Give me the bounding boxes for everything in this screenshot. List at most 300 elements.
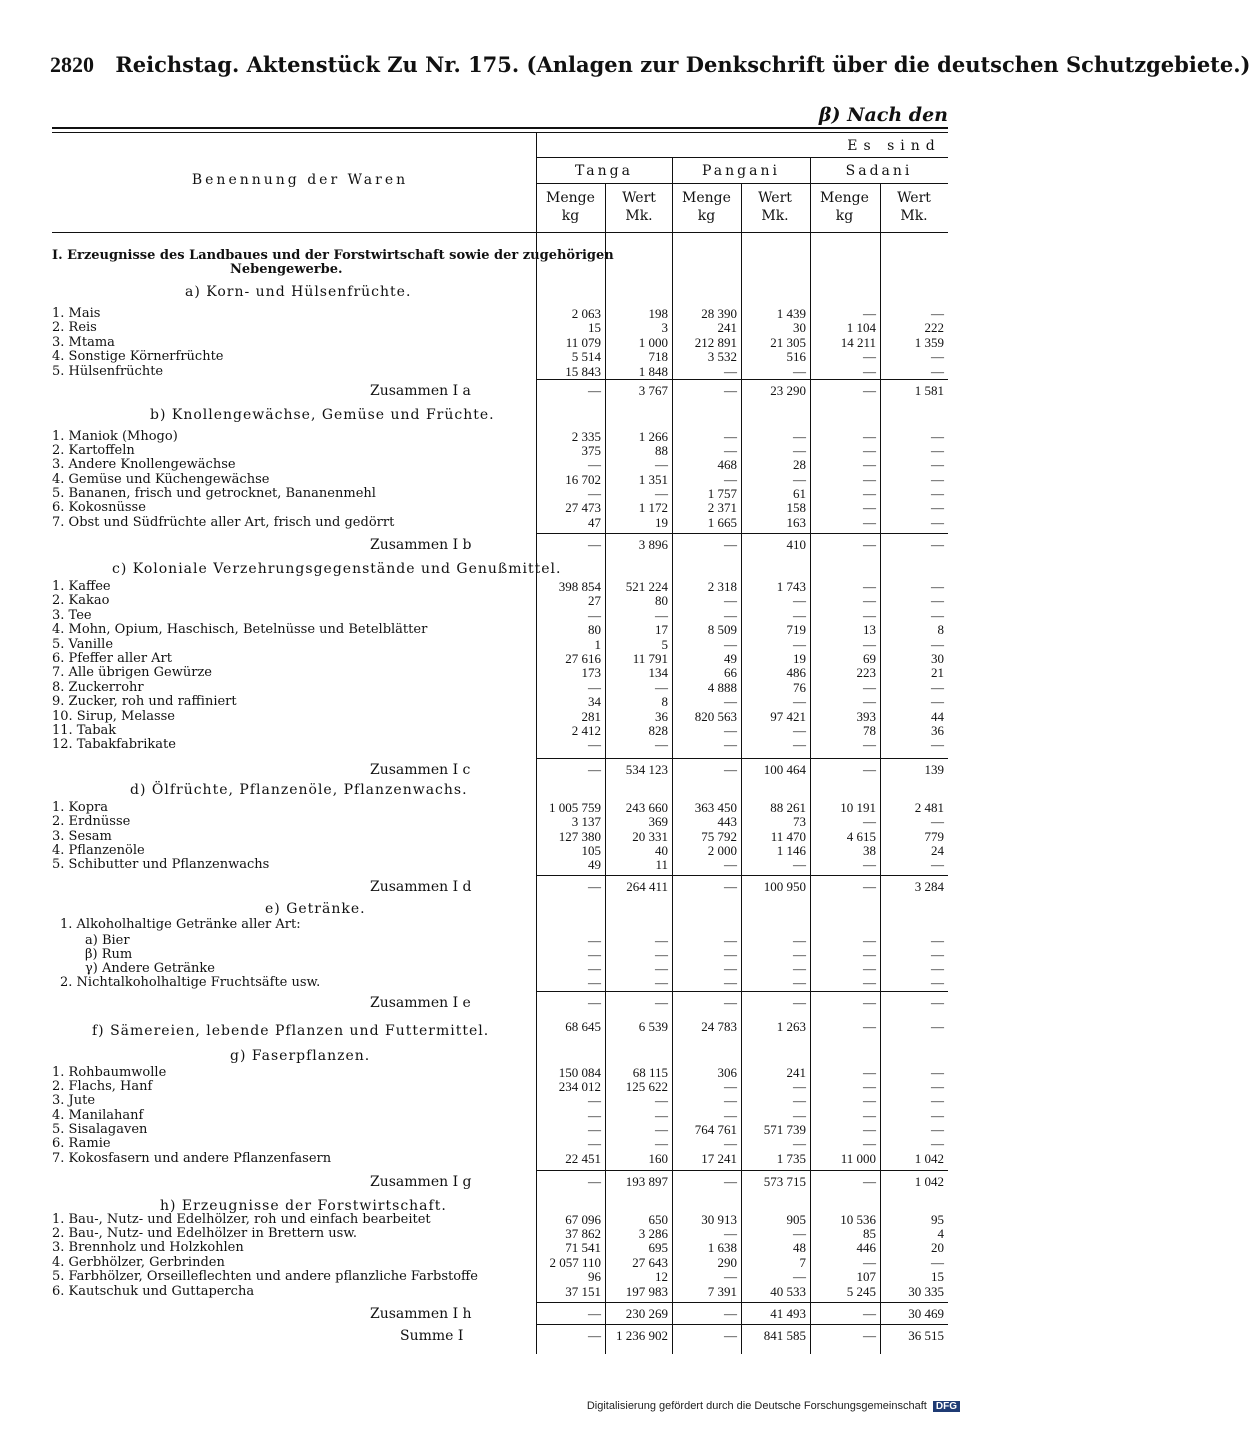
cell-value: — [931,1255,944,1270]
cell-value: 8 [937,622,944,637]
cell-value: — [931,857,944,872]
cell-value: — [724,1093,737,1108]
total-rule [536,1302,948,1303]
cell-value: 1 005 759 [549,800,601,815]
cell-value: 363 450 [694,800,737,815]
cell-value: — [793,1136,806,1151]
cell-value: — [724,429,737,444]
cell-value: 48 [793,1240,806,1255]
cell-value: 1 [594,637,601,652]
cell-value: 1 743 [776,579,806,594]
cell-value: 3 284 [914,879,944,894]
cell-value: 1 236 902 [616,1328,668,1343]
cell-value: — [724,383,737,398]
cell-value: — [724,694,737,709]
row-label: 4. Manilahanf [52,1108,144,1123]
cell-value: 198 [648,306,668,321]
cell-value: 398 854 [558,579,601,594]
subheader-menge: Menge [682,190,731,206]
cell-value: — [863,443,876,458]
cell-value: 2 000 [707,843,737,858]
cell-value: 67 096 [565,1212,601,1227]
cell-value: — [588,737,601,752]
cell-value: — [588,933,601,948]
cell-value: — [931,537,944,552]
cell-value: 3 767 [638,383,668,398]
cell-value: 163 [786,515,806,530]
row-label: 3. Mtama [52,335,115,350]
cell-value: 1 848 [638,364,668,379]
grid-line [880,183,881,1354]
cell-value: — [793,637,806,652]
page-header [50,52,1251,78]
cell-value: — [863,879,876,894]
cell-value: — [793,723,806,738]
row-label: 2. Kartoffeln [52,443,135,458]
cell-value: 369 [648,814,668,829]
cell-value: 446 [856,1240,876,1255]
cell-value: — [724,737,737,752]
cell-value: — [588,457,601,472]
row-label: 6. Kautschuk und Guttapercha [52,1284,255,1299]
cell-value: — [931,608,944,623]
row-label: 4. Gerbhölzer, Gerbrinden [52,1255,225,1270]
cell-value: 27 616 [565,651,601,666]
row-label: 5. Bananen, frisch und getrocknet, Bananenmehl [52,486,376,501]
cell-value: — [931,814,944,829]
cell-value: — [863,1255,876,1270]
cell-value: — [793,961,806,976]
row-label: 1. Maniok (Mhogo) [52,429,178,444]
section-d: d) Ölfrüchte, Pflanzenöle, Pflanzenwachs. [130,782,468,798]
cell-value: 1 581 [914,383,944,398]
cell-value: — [931,680,944,695]
cell-value: — [863,680,876,695]
cell-value: 30 [793,320,806,335]
cell-value: 15 843 [565,364,601,379]
cell-value: 76 [793,680,806,695]
cell-value: — [588,486,601,501]
cell-value: — [655,995,668,1010]
row-label: 3. Brennholz und Holzkohlen [52,1240,244,1255]
grid-line [741,183,742,1354]
cell-value: — [724,1108,737,1123]
cell-value: 222 [924,320,944,335]
cell-value: 2 371 [707,500,737,515]
row-total-label: Zusammen I d [370,879,472,895]
cell-value: — [863,579,876,594]
cell-value: 516 [786,349,806,364]
cell-value: — [724,879,737,894]
cell-value: 3 532 [707,349,737,364]
cell-value: — [863,515,876,530]
cell-value: 36 [655,709,668,724]
cell-value: — [931,457,944,472]
cell-value: 5 245 [846,1284,876,1299]
section-c: c) Koloniale Verzehrungsgegenstände und Genußmittel. [112,561,562,577]
cell-value: — [655,680,668,695]
cell-value: — [931,995,944,1010]
cell-value: 85 [863,1226,876,1241]
cell-value: — [863,383,876,398]
footer [587,1400,960,1412]
cell-value: — [863,593,876,608]
cell-value: — [931,694,944,709]
cell-value: 134 [648,665,668,680]
place-sadani: Sadani [845,163,913,179]
row-total-label: Zusammen I a [370,383,471,399]
cell-value: 47 [588,515,601,530]
row-total-label: Zusammen I b [370,537,472,553]
cell-value: 719 [786,622,806,637]
cell-value: — [863,472,876,487]
cell-value: 1 000 [638,335,668,350]
cell-value: 44 [931,709,944,724]
cell-value: 197 983 [625,1284,668,1299]
cell-value: — [931,1122,944,1137]
cell-value: 127 380 [558,829,601,844]
cell-value: 20 331 [632,829,668,844]
cell-value: — [931,1079,944,1094]
cell-value: — [655,1108,668,1123]
cell-value: 20 [931,1240,944,1255]
top-rule-thin [52,132,948,133]
cell-value: — [931,1019,944,1034]
subheader-wert: Wert [758,190,792,206]
row-label: 7. Alle übrigen Gewürze [52,665,212,680]
cell-value: 764 761 [694,1122,737,1137]
row-label: 3. Sesam [52,829,112,844]
cell-value: 61 [793,486,806,501]
cell-value: — [724,857,737,872]
cell-value: — [588,608,601,623]
cell-value: — [588,1306,601,1321]
cell-value: 1 263 [776,1019,806,1034]
cell-value: 1 104 [846,320,876,335]
cell-value: — [863,364,876,379]
row-label: 3. Andere Knollengewächse [52,457,236,472]
total-rule [536,991,948,992]
cell-value: 905 [786,1212,806,1227]
cell-value: — [588,961,601,976]
cell-value: — [724,933,737,948]
row-label: 5. Farbhölzer, Orseilleflechten und andere pflanzliche Farbstoffe [52,1269,478,1284]
cell-value: 2 412 [571,723,601,738]
cell-value: 4 888 [707,680,737,695]
cell-value: — [724,1174,737,1189]
cell-value: — [724,762,737,777]
cell-value: 71 541 [565,1240,601,1255]
cell-value: 27 473 [565,500,601,515]
row-label: 7. Kokosfasern und andere Pflanzenfasern [52,1151,332,1166]
cell-value: 15 [931,1269,944,1284]
cell-value: 243 660 [625,800,668,815]
cell-value: — [863,1065,876,1080]
cell-value: 95 [931,1212,944,1227]
row-label: 1. Rohbaumwolle [52,1065,167,1080]
row-label: 9. Zucker, roh und raffiniert [52,694,237,709]
cell-value: 4 615 [846,829,876,844]
cell-value: 1 665 [707,515,737,530]
cell-value: 40 [655,843,668,858]
cell-value: — [588,975,601,990]
cell-value: 17 [655,622,668,637]
cell-value: 107 [856,1269,876,1284]
cell-value: 1 351 [638,472,668,487]
cell-value: — [863,608,876,623]
cell-value: 105 [581,843,601,858]
cell-value: — [863,349,876,364]
cell-value: — [655,947,668,962]
row-label: a) Bier [85,933,130,948]
cell-value: 10 191 [840,800,876,815]
row-label: 4. Sonstige Körnerfrüchte [52,349,224,364]
cell-value: — [931,1108,944,1123]
cell-value: 40 533 [770,1284,806,1299]
page-number: 2820 [50,52,94,77]
cell-value: — [724,537,737,552]
cell-value: — [793,694,806,709]
cell-value: — [863,1136,876,1151]
row-total-label: Zusammen I c [370,762,471,778]
cell-value: 80 [588,622,601,637]
cell-value: 24 [931,843,944,858]
cell-value: — [863,1174,876,1189]
cell-value: — [724,995,737,1010]
cell-value: 2 481 [914,800,944,815]
cell-value: 80 [655,593,668,608]
cell-value: — [793,995,806,1010]
cell-value: — [588,1122,601,1137]
cell-value: 69 [863,651,876,666]
cell-value: — [724,1226,737,1241]
cell-value: 37 151 [565,1284,601,1299]
cell-value: — [931,472,944,487]
row-label: 4. Mohn, Opium, Haschisch, Betelnüsse und Betelblätter [52,622,428,637]
cell-value: 306 [717,1065,737,1080]
cell-value: — [655,1122,668,1137]
cell-value: 3 286 [638,1226,668,1241]
cell-value: — [931,443,944,458]
row-label: 2. Flachs, Hanf [52,1079,153,1094]
cell-value: 234 012 [558,1079,601,1094]
dfg-logo: DFG [933,1401,960,1412]
grid-line [672,157,673,1354]
section-b: b) Knollengewächse, Gemüse und Früchte. [150,407,495,423]
cell-value: 264 411 [626,879,668,894]
row-label: 5. Sisalagaven [52,1122,148,1137]
cell-value: — [724,1306,737,1321]
subheader-mk: Mk. [900,208,928,224]
cell-value: 49 [724,651,737,666]
cell-value: 695 [648,1240,668,1255]
cell-value: 30 913 [701,1212,737,1227]
cell-value: 24 783 [701,1019,737,1034]
cell-value: — [931,593,944,608]
cell-value: 7 391 [707,1284,737,1299]
cell-value: 571 739 [763,1122,806,1137]
cell-value: 6 539 [638,1019,668,1034]
cell-value: — [931,933,944,948]
cell-value: 125 622 [625,1079,668,1094]
cell-value: — [724,608,737,623]
row-total-label: Zusammen I g [370,1174,472,1190]
cell-value: 718 [648,349,668,364]
cell-value: — [863,1079,876,1094]
row-label: 6. Pfeffer aller Art [52,651,172,666]
cell-value: — [863,537,876,552]
cell-value: — [931,306,944,321]
cell-value: — [931,500,944,515]
row-label: 5. Vanille [52,637,114,652]
cell-value: — [655,975,668,990]
section-e: e) Getränke. [265,901,366,917]
cell-value: 443 [717,814,737,829]
cell-value: 97 421 [770,709,806,724]
footer-text: Digitalisierung gefördert durch die Deutsche Forschungsgemeinschaft [586,1400,927,1412]
cell-value: — [931,429,944,444]
row-label: 1. Bau-, Nutz- und Edelhölzer, roh und einfach bearbeitet [52,1212,431,1227]
cell-value: 11 791 [632,651,668,666]
cell-value: 223 [856,665,876,680]
grid-line [810,157,811,1354]
cell-value: — [724,961,737,976]
cell-value: 1 439 [776,306,806,321]
cell-value: — [793,608,806,623]
cell-value: — [588,1174,601,1189]
total-rule [536,533,948,534]
cell-value: 241 [786,1065,806,1080]
cell-value: — [724,637,737,652]
cell-value: — [724,593,737,608]
place-pangani: Pangani [702,163,780,179]
cell-value: — [793,364,806,379]
cell-value: 19 [793,651,806,666]
cell-value: — [863,694,876,709]
subheader-kg: kg [561,208,580,224]
cell-value: — [863,1019,876,1034]
cell-value: — [793,593,806,608]
subheader-menge: Menge [546,190,595,206]
cell-value: — [724,364,737,379]
cell-value: 828 [648,723,668,738]
cell-value: — [793,429,806,444]
total-rule [536,1324,948,1325]
cell-value: — [863,429,876,444]
cell-value: — [931,486,944,501]
cell-value: — [724,1269,737,1284]
cell-value: 3 896 [638,537,668,552]
cell-value: 5 [661,637,668,652]
cell-value: 68 115 [632,1065,668,1080]
page-title: Reichstag. Aktenstück Zu Nr. 175. (Anlagen zur Denkschrift über die deutschen Schutzgebiete.) [115,52,1251,77]
row-label: 1. Kaffee [52,579,111,594]
cell-value: — [588,383,601,398]
cell-value: — [863,1328,876,1343]
section-I-title: I. Erzeugnisse des Landbaues und der Forstwirtschaft sowie der zugehörigen [52,248,614,263]
cell-value: 1 146 [776,843,806,858]
cell-value: 521 224 [625,579,668,594]
cell-value: — [863,1093,876,1108]
column-header-goods: Benennung der Waren [191,172,409,188]
subheader-mk: Mk. [761,208,789,224]
cell-value: — [863,737,876,752]
cell-value: — [655,1136,668,1151]
cell-value: 486 [786,665,806,680]
cell-value: — [724,1328,737,1343]
cell-value: — [863,1306,876,1321]
cell-value: 13 [863,622,876,637]
cell-value: 88 261 [770,800,806,815]
cell-value: — [655,933,668,948]
cell-value: — [655,486,668,501]
cell-value: — [588,995,601,1010]
subheader-wert: Wert [622,190,656,206]
cell-value: — [863,486,876,501]
cell-value: — [724,975,737,990]
cell-value: — [588,879,601,894]
total-rule [536,875,948,876]
row-label: 7. Obst und Südfrüchte aller Art, frisch und gedörrt [52,515,395,530]
place-tanga: Tanga [575,163,633,179]
row-label: 5. Hülsenfrüchte [52,364,164,379]
cell-value: 1 757 [707,486,737,501]
cell-value: 34 [588,694,601,709]
top-rule [52,127,948,129]
cell-value: 393 [856,709,876,724]
cell-value: 8 [661,694,668,709]
cell-value: — [863,637,876,652]
cell-value: 73 [793,814,806,829]
cell-value: — [931,637,944,652]
cell-value: 96 [588,1269,601,1284]
cell-value: — [863,762,876,777]
cell-value: 11 079 [565,335,601,350]
cell-value: — [931,364,944,379]
cell-value: 21 [931,665,944,680]
row-label: 4. Pflanzenöle [52,843,145,858]
subheader-kg: kg [697,208,716,224]
section-f: f) Sämereien, lebende Pflanzen und Futtermittel. [92,1023,490,1039]
cell-value: 11 [655,857,668,872]
cell-value: 36 [931,723,944,738]
cell-value: 281 [581,709,601,724]
cell-value: 3 137 [571,814,601,829]
cell-value: 1 359 [914,335,944,350]
cell-value: — [863,961,876,976]
cell-value: 41 493 [770,1306,806,1321]
row-label: 10. Sirup, Melasse [52,709,175,724]
cell-value: — [793,737,806,752]
cell-value: 75 792 [701,829,737,844]
row-label: 4. Gemüse und Küchengewächse [52,472,270,487]
cell-value: — [655,961,668,976]
row-label: 2. Kakao [52,593,110,608]
cell-value: — [588,1108,601,1123]
cell-value: 212 891 [694,335,737,350]
row-label: 5. Schibutter und Pflanzenwachs [52,857,270,872]
section-g: g) Faserpflanzen. [230,1048,371,1064]
cell-value: — [793,857,806,872]
cell-value: 1 172 [638,500,668,515]
row-label: 6. Ramie [52,1136,111,1151]
cell-value: — [931,1136,944,1151]
total-rule [536,1170,948,1171]
cell-value: — [655,737,668,752]
cell-value: — [931,1065,944,1080]
cell-value: — [588,537,601,552]
grid-line [536,157,948,158]
